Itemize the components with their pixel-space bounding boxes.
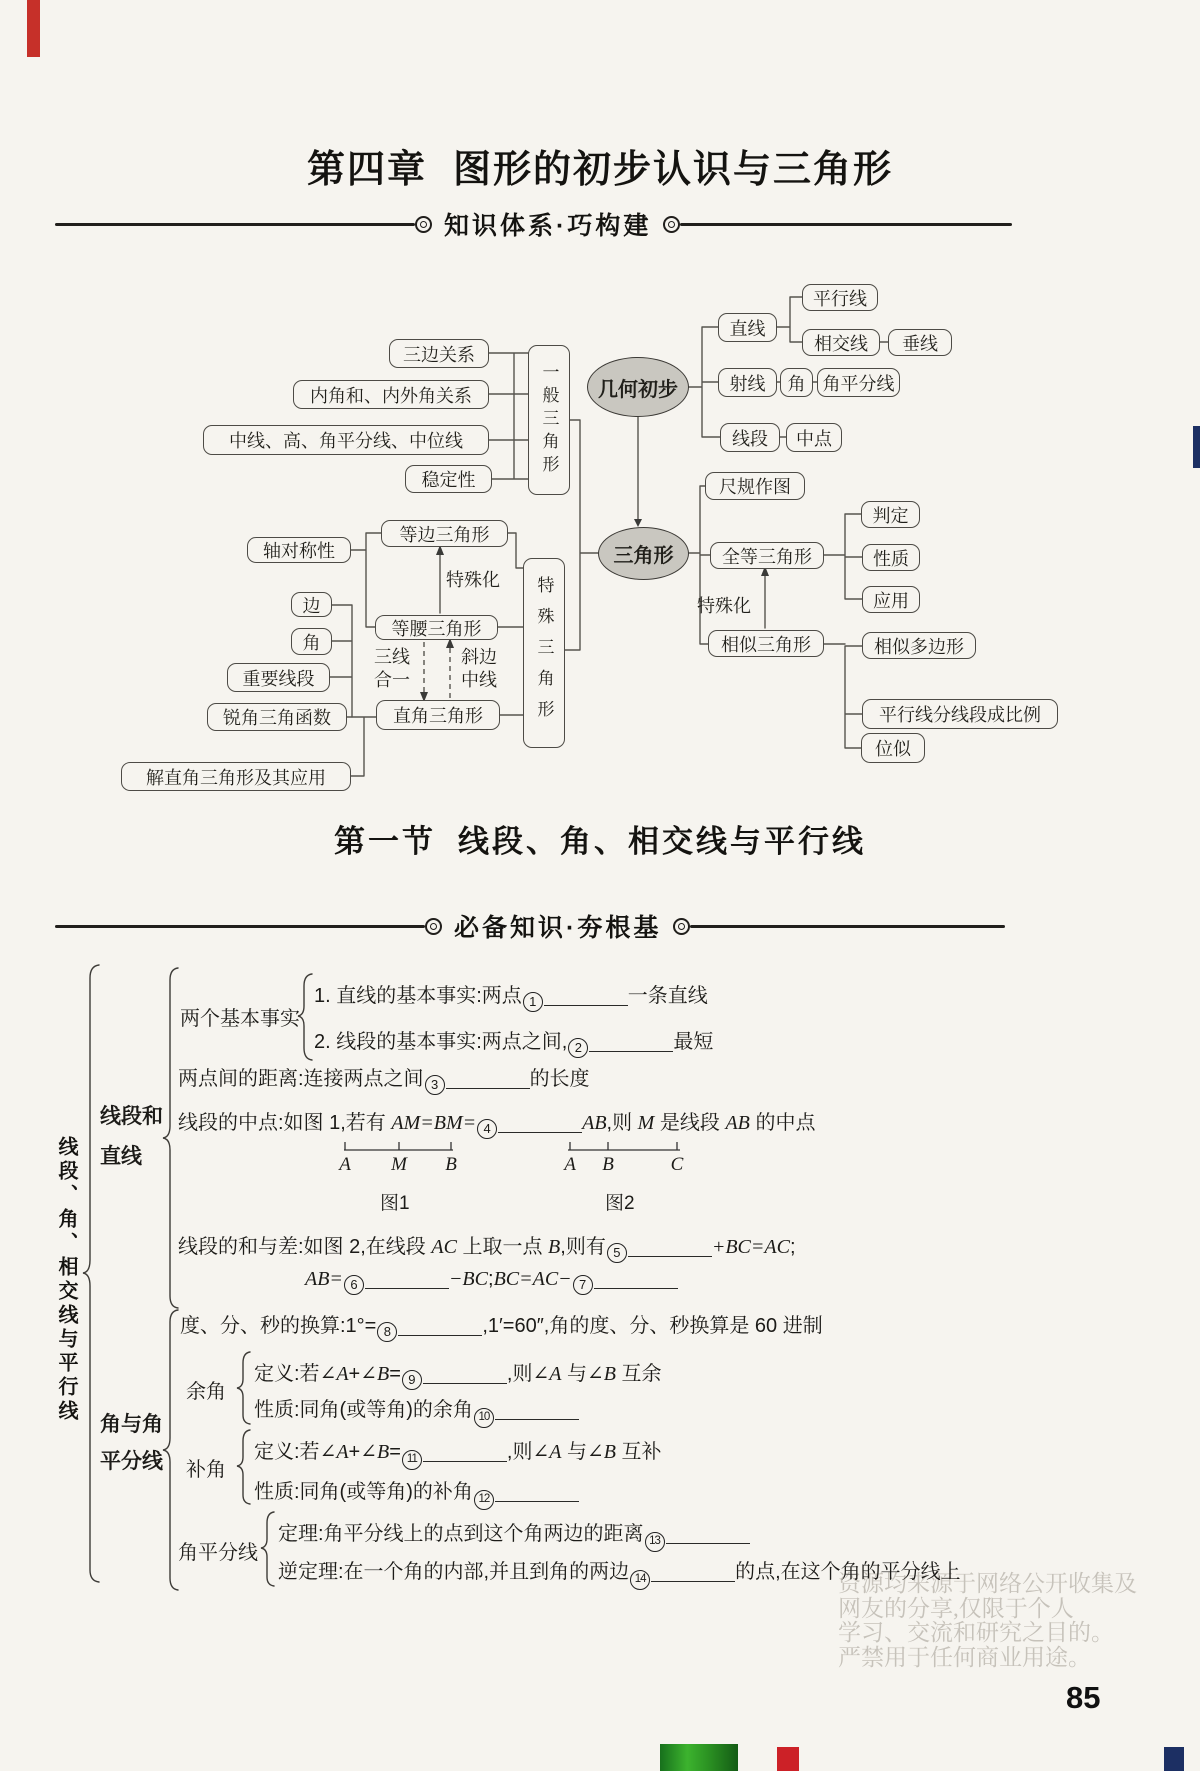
label-two-basic-facts: 两个基本事实 — [180, 1008, 300, 1030]
blank-underline — [589, 1049, 673, 1052]
bullseye-icon — [425, 918, 442, 935]
section-title — [0, 816, 1200, 861]
fig1-caption: 图1 — [380, 1193, 410, 1214]
outline-side-label: 线段、角、相交线与平行线 — [55, 1136, 77, 1424]
mindmap-node-angle-bisector: 角平分线 — [817, 368, 900, 397]
banner-line-left — [55, 223, 415, 226]
navy-logo-bar — [1164, 1747, 1184, 1771]
mindmap-node-ray: 射线 — [718, 368, 777, 397]
blank-underline — [398, 1333, 482, 1336]
mindmap-node-interior-exterior-angles: 内角和、内外角关系 — [293, 380, 489, 409]
section-name: 线段、角、相交线与平行线 — [458, 824, 866, 859]
mindmap-node-line: 直线 — [718, 313, 777, 342]
mindmap-node-right-triangle: 直角三角形 — [376, 700, 500, 730]
banner-line-right — [690, 925, 1005, 928]
outline-row-10: 定义:若∠A+∠B= 11 ,则∠A 与∠B 互补 — [254, 1435, 662, 1470]
label-supplementary-angle: 补角 — [186, 1459, 226, 1481]
edge-label-specialization-right: 特殊化 — [697, 596, 751, 616]
outline-row-5: 线段的和与差:如图 2,在线段 AC 上取一点 B,则有 5 +BC=AC; — [178, 1230, 796, 1263]
circled-number-13: 13 — [645, 1532, 665, 1552]
banner-title: 必备知识·夯根基 — [454, 914, 662, 942]
mindmap-node-geometry-basics: 几何初步 — [587, 357, 689, 417]
watermark-line: 学习、交流和研究之目的。 — [838, 1620, 1114, 1645]
circled-number-1: 1 — [523, 992, 543, 1012]
mindmap-node-homothety: 位似 — [861, 733, 925, 763]
blank-underline — [651, 1579, 735, 1582]
blank-underline — [544, 1003, 628, 1006]
mindmap-node-equilateral-triangle: 等边三角形 — [381, 520, 508, 547]
blank-underline — [594, 1286, 678, 1289]
blank-underline — [495, 1417, 579, 1420]
banner-essential-knowledge — [55, 908, 1005, 944]
red-logo-bar — [777, 1747, 799, 1771]
label-angle-bisector: 角平分线 — [178, 1542, 258, 1564]
mindmap-node-perpendicular: 垂线 — [888, 329, 952, 356]
mindmap-node-similar-polygons: 相似多边形 — [862, 632, 976, 659]
mindmap-node-segment: 线段 — [720, 423, 780, 452]
bullseye-icon — [415, 216, 432, 233]
fig2-point-b: B — [602, 1154, 614, 1175]
page-number: 85 — [1066, 1680, 1101, 1715]
banner-knowledge-system — [55, 206, 1012, 242]
circled-number-14: 14 — [630, 1570, 650, 1590]
circled-number-6: 6 — [344, 1275, 364, 1295]
banner-title: 知识体系·巧构建 — [444, 212, 652, 240]
mindmap-node-solving-right-triangles: 解直角三角形及其应用 — [121, 762, 351, 791]
mindmap-node-median-height-bisector: 中线、高、角平分线、中位线 — [203, 425, 489, 455]
mindmap-node-general-triangle: 一般三角形 — [528, 345, 570, 495]
banner-line-right — [680, 223, 1012, 226]
mindmap-node-compass-construction: 尺规作图 — [705, 472, 805, 500]
mindmap-node-three-side-relation: 三边关系 — [389, 339, 489, 368]
mindmap-node-congruent-triangles: 全等三角形 — [710, 542, 824, 569]
group-label-segment-line-2: 直线 — [100, 1145, 142, 1168]
watermark-line: 网友的分享,仅限于个人 — [838, 1595, 1074, 1621]
red-edge-mark — [27, 0, 40, 57]
outline-row-7: 度、分、秒的换算:1°= 8 ,1′=60″,角的度、分、秒换算是 60 进制 — [180, 1309, 823, 1342]
bullseye-icon — [673, 918, 690, 935]
outline-row-2: 2. 线段的基本事实:两点之间, 2 最短 — [314, 1025, 713, 1058]
outline-row-9: 性质:同角(或等角)的余角 10 — [254, 1393, 579, 1428]
navy-edge-mark — [1193, 426, 1200, 468]
circled-number-2: 2 — [568, 1038, 588, 1058]
outline-row-1: 1. 直线的基本事实:两点 1 一条直线 — [314, 979, 708, 1012]
mindmap-node-parallel-proportional-segments: 平行线分线段成比例 — [862, 699, 1058, 729]
mindmap-node-midpoint: 中点 — [786, 423, 842, 452]
outline-row-3: 两点间的距离:连接两点之间 3 的长度 — [178, 1062, 590, 1095]
mindmap-node-triangle: 三角形 — [598, 527, 689, 580]
mindmap-connectors — [0, 0, 1200, 820]
blank-underline — [446, 1086, 530, 1089]
group-label-angle-2: 平分线 — [100, 1450, 163, 1473]
circled-number-9: 9 — [402, 1370, 422, 1390]
fig2-point-a: A — [564, 1154, 576, 1175]
blank-underline — [365, 1286, 449, 1289]
mindmap-node-axial-symmetry: 轴对称性 — [247, 537, 351, 563]
circled-number-3: 3 — [425, 1075, 445, 1095]
fig2-caption: 图2 — [605, 1193, 635, 1214]
mindmap-node-important-segments: 重要线段 — [227, 663, 330, 692]
mindmap-node-intersecting-lines: 相交线 — [802, 329, 880, 356]
mindmap-node-application: 应用 — [862, 586, 920, 613]
circled-number-5: 5 — [607, 1243, 627, 1263]
circled-number-12: 12 — [474, 1490, 494, 1510]
label-complementary-angle: 余角 — [186, 1381, 226, 1403]
mindmap-node-angle: 角 — [780, 368, 813, 397]
group-label-segment-line-1: 线段和 — [100, 1105, 163, 1128]
fig2-point-c: C — [670, 1154, 684, 1175]
section-number: 第一节 — [334, 824, 436, 859]
chapter-title — [0, 138, 1200, 193]
edge-label-three-lines-one: 三线 合一 — [374, 647, 410, 690]
blank-underline — [666, 1541, 750, 1544]
outline-row-4: 线段的中点:如图 1,若有 AM=BM= 4 AB,则 M 是线段 AB 的中点 — [178, 1106, 815, 1139]
mindmap-node-special-triangles: 特殊三角形 — [523, 558, 565, 748]
green-logo-bar — [660, 1744, 738, 1771]
fig1-point-a: A — [339, 1154, 351, 1175]
mindmap-node-similar-triangles: 相似三角形 — [708, 630, 824, 657]
edge-label-hypotenuse-median: 斜边 中线 — [461, 647, 497, 690]
bullseye-icon — [663, 216, 680, 233]
mindmap-node-properties: 性质 — [862, 544, 920, 571]
mindmap-node-trig-functions: 锐角三角函数 — [207, 703, 347, 731]
blank-underline — [495, 1499, 579, 1502]
watermark-line: 严禁用于任何商业用途。 — [838, 1644, 1091, 1670]
mindmap-node-isosceles-triangle: 等腰三角形 — [375, 615, 498, 640]
chapter-number: 第四章 — [306, 149, 427, 191]
outline-row-13: 逆定理:在一个角的内部,并且到角的两边 14 的点,在这个角的平分线上 — [278, 1555, 961, 1590]
fig1-point-b: B — [445, 1154, 457, 1175]
outline-row-11: 性质:同角(或等角)的补角 12 — [254, 1475, 579, 1510]
mindmap-node-judgment: 判定 — [861, 501, 920, 528]
blank-underline — [498, 1130, 582, 1133]
circled-number-10: 10 — [474, 1408, 494, 1428]
circled-number-7: 7 — [573, 1275, 593, 1295]
circled-number-11: 11 — [402, 1450, 422, 1470]
outline-row-8: 定义:若∠A+∠B= 9 ,则∠A 与∠B 互余 — [254, 1357, 662, 1390]
circled-number-8: 8 — [377, 1322, 397, 1342]
edge-label-specialization-left: 特殊化 — [446, 570, 500, 590]
circled-number-4: 4 — [477, 1119, 497, 1139]
mindmap-node-parallel-lines: 平行线 — [802, 284, 878, 311]
blank-underline — [423, 1381, 507, 1384]
mindmap-node-stability: 稳定性 — [405, 465, 492, 493]
mindmap-node-side: 边 — [291, 592, 332, 617]
blank-underline — [423, 1459, 507, 1462]
outline-row-6: AB= 6 −BC;BC=AC− 7 — [305, 1268, 678, 1295]
group-label-angle-1: 角与角 — [100, 1413, 163, 1436]
watermark-line: 资源均来源于网络公开收集及 — [838, 1571, 1137, 1596]
mindmap-node-angle2: 角 — [291, 628, 332, 655]
fig1-point-m: M — [391, 1154, 407, 1175]
banner-line-left — [55, 925, 425, 928]
chapter-name: 图形的初步认识与三角形 — [453, 149, 894, 191]
blank-underline — [628, 1254, 712, 1257]
outline-row-12: 定理:角平分线上的点到这个角两边的距离 13 — [278, 1517, 750, 1552]
